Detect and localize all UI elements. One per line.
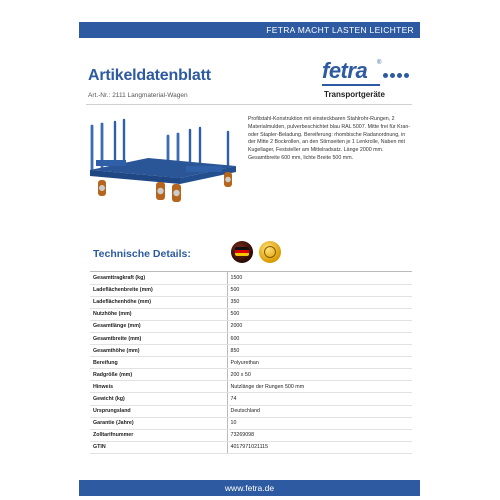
spec-value: Deutschland xyxy=(227,405,412,417)
spec-value: 1500 xyxy=(227,272,412,284)
logo-underline xyxy=(322,84,380,86)
spec-key: Gewicht (kg) xyxy=(90,393,227,405)
table-row xyxy=(90,369,412,381)
spec-key: Gesamttragkraft (kg) xyxy=(90,272,227,284)
table-row xyxy=(90,417,412,429)
logo-brand: fetra xyxy=(322,58,368,83)
footer-url[interactable]: www.fetra.de xyxy=(224,483,275,493)
spec-table xyxy=(90,272,412,454)
section-title-technical: Technische Details: xyxy=(93,248,191,260)
spec-value: Nutzlänge der Rungen 500 mm xyxy=(227,381,412,393)
spec-key: Ladeflächenbreite (mm) xyxy=(90,284,227,296)
spec-value: 200 x 50 xyxy=(227,369,412,381)
fetra-logo xyxy=(322,58,402,88)
logo-tagline: Transportgeräte xyxy=(324,90,385,99)
spec-value: 2000 xyxy=(227,320,412,332)
spec-key: Zolltarifnummer xyxy=(90,429,227,441)
table-row xyxy=(90,345,412,357)
spec-key: Bereifung xyxy=(90,357,227,369)
spec-key: Nutzhöhe (mm) xyxy=(90,308,227,320)
page-title: Artikeldatenblatt xyxy=(88,67,211,84)
spec-key: Hinweis xyxy=(90,381,227,393)
logo-registered: ® xyxy=(377,60,382,66)
spec-key: Gesamtbreite (mm) xyxy=(90,332,227,344)
spec-value: 600 xyxy=(227,332,412,344)
spec-key: Ladeflächenhöhe (mm) xyxy=(90,296,227,308)
made-in-germany-badge-icon xyxy=(231,241,253,263)
spec-value: 500 xyxy=(227,308,412,320)
spec-key: Gesamthöhe (mm) xyxy=(90,345,227,357)
spec-value: 74 xyxy=(227,393,412,405)
table-row xyxy=(90,441,412,453)
product-image xyxy=(88,114,238,212)
spec-key: GTIN xyxy=(90,441,227,453)
table-row xyxy=(90,405,412,417)
spec-key: Radgröße (mm) xyxy=(90,369,227,381)
table-row xyxy=(90,429,412,441)
logo-dots-icon xyxy=(383,73,409,78)
spec-value: Polyurethan xyxy=(227,357,412,369)
spec-value: 4017971021115 xyxy=(227,441,412,453)
spec-value: 850 xyxy=(227,345,412,357)
slogan-bar xyxy=(79,22,420,38)
header-divider xyxy=(86,104,412,105)
slogan-text: FETRA MACHT LASTEN LEICHTER xyxy=(266,25,414,35)
spec-value: 500 xyxy=(227,284,412,296)
table-row xyxy=(90,284,412,296)
table-row xyxy=(90,272,412,284)
spec-key: Garantie (Jahre) xyxy=(90,417,227,429)
table-row xyxy=(90,381,412,393)
footer-bar xyxy=(79,480,420,496)
spec-key: Ursprungsland xyxy=(90,405,227,417)
table-row xyxy=(90,320,412,332)
warranty-badge-icon xyxy=(259,241,281,263)
table-row xyxy=(90,393,412,405)
table-row xyxy=(90,308,412,320)
spec-value: 350 xyxy=(227,296,412,308)
product-description: Profilstahl-Konstruktion mit einsteckbaren Stahlrohr-Rungen, 2 Materialmulden, pulverbeschichtet blau RAL 5007. Mitte frei für Kran- oder Stapler-Beladung. Bereiferung: rhombische Radanordnung, in der Mitte 2 Bockrollen, an den Stirnseiten je 1 Lenkrolle, Naben mit Kugellager, Feststeller am Mittelradsatz. Länge 2000 mm. Gesamtbreite 600 mm, lichte Breite 500 mm. xyxy=(248,116,411,161)
table-row xyxy=(90,332,412,344)
table-row xyxy=(90,296,412,308)
spec-key: Gesamtlänge (mm) xyxy=(90,320,227,332)
spec-value: 10 xyxy=(227,417,412,429)
article-number: Art.-Nr.: 2111 Langmaterial-Wagen xyxy=(88,92,188,99)
spec-value: 73269098 xyxy=(227,429,412,441)
table-row xyxy=(90,357,412,369)
